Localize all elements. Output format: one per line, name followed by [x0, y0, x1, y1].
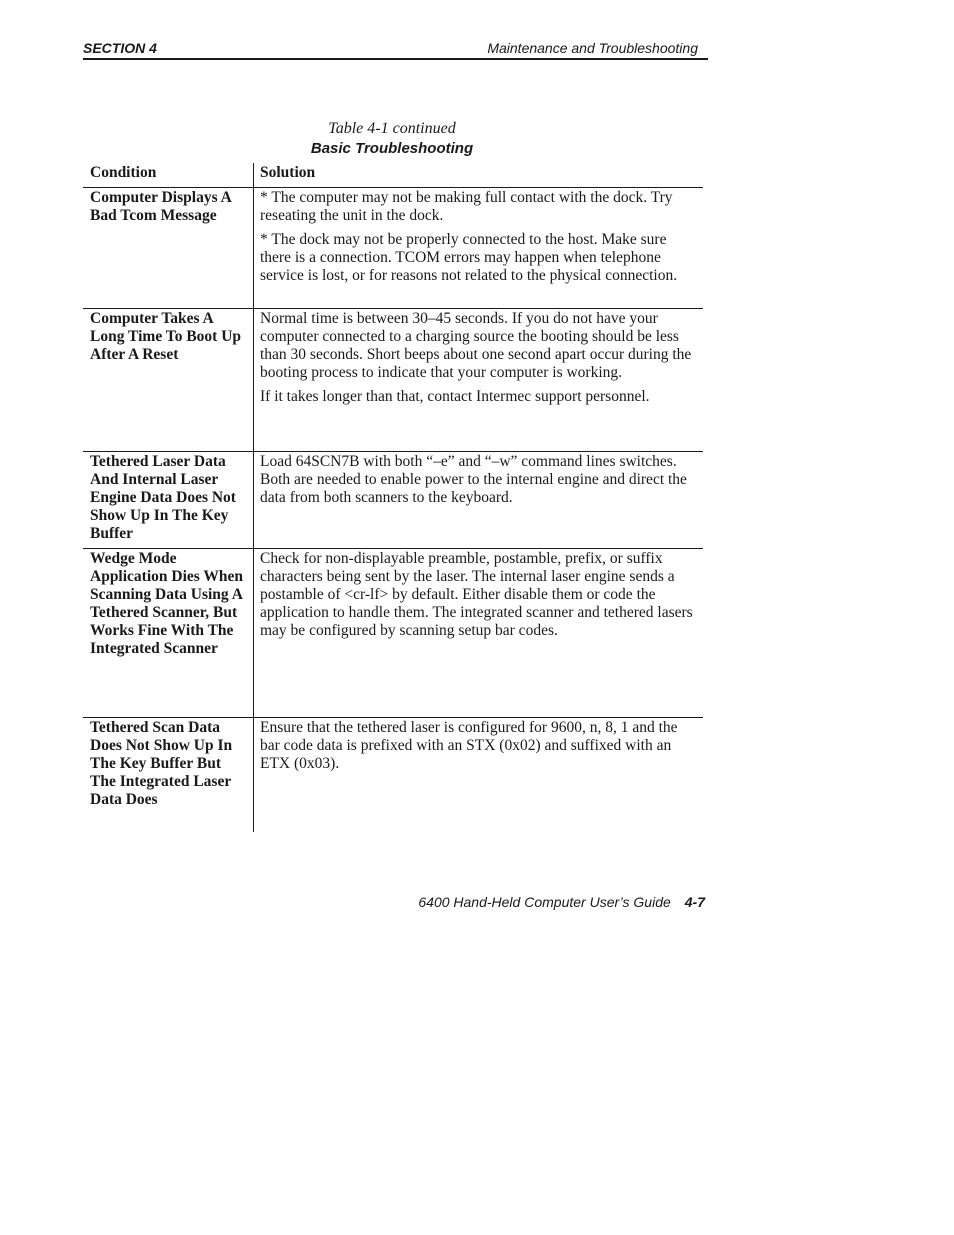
section-label: SECTION 4 [83, 40, 157, 56]
solution-cell [253, 452, 703, 548]
solution-paragraph: Load 64SCN7B with both “–e” and “–w” command lines switches. Both are needed to enable power to the internal engine and direct the data from both scanners to the keyboard. [260, 453, 687, 506]
table-caption-number: Table 4-1 continued [328, 120, 456, 137]
table-row [83, 452, 703, 549]
page-header [83, 38, 708, 60]
table-row [83, 309, 703, 452]
troubleshooting-table [83, 163, 703, 832]
condition-cell: Wedge Mode Application Dies When Scanning Data Using A Tethered Scanner, But Works Fine With The Integrated Scanner [90, 550, 244, 657]
solution-cell [253, 549, 703, 717]
condition-cell: Computer Takes A Long Time To Boot Up After A Reset [90, 310, 242, 363]
condition-cell: Tethered Laser Data And Internal Laser Engine Data Does Not Show Up In The Key Buffer [90, 453, 236, 542]
solution-cell [253, 718, 703, 832]
condition-cell: Tethered Scan Data Does Not Show Up In The Key Buffer But The Integrated Laser Data Does [90, 719, 233, 808]
solution-cell [253, 309, 703, 451]
solution-cell [253, 188, 703, 308]
condition-cell: Computer Displays A Bad Tcom Message [90, 189, 231, 224]
table-caption-title: Basic Troubleshooting [310, 140, 474, 157]
guide-title: 6400 Hand-Held Computer User’s Guide [418, 894, 671, 910]
table-row [83, 188, 703, 309]
solution-paragraph: If it takes longer than that, contact Intermec support personnel. [260, 388, 650, 405]
column-header-condition: Condition [90, 164, 157, 181]
chapter-title: Maintenance and Troubleshooting [487, 40, 698, 56]
column-header-solution: Solution [253, 163, 703, 187]
table-row [83, 549, 703, 718]
solution-paragraph: Ensure that the tethered laser is configured for 9600, n, 8, 1 and the bar code data is prefixed with an STX (0x02) and suffixed with an ETX (0x03). [260, 719, 678, 772]
table-row [83, 718, 703, 832]
solution-paragraph: Check for non-displayable preamble, postamble, prefix, or suffix characters being sent by the laser. The internal laser engine sends a postamble of <cr-lf> by default. Either disable them or code the application to handle them. The integrated scanner and tethered lasers may be configured by scanning setup bar codes. [260, 550, 693, 639]
page-footer [83, 894, 705, 910]
table-header-row [83, 163, 703, 188]
page-number: 4-7 [684, 894, 705, 910]
solution-paragraph: * The dock may not be properly connected to the host. Make sure there is a connection. TCOM errors may happen when telephone service is lost, or for reasons not related to the physical connection. [260, 231, 678, 284]
solution-paragraph: * The computer may not be making full contact with the dock. Try reseating the unit in the dock. [260, 189, 673, 224]
solution-paragraph: Normal time is between 30–45 seconds. If you do not have your computer connected to a charging source the booting should be less than 30 seconds. Short beeps about one second apart occur during the booting process to indicate that your computer is working. [260, 310, 692, 381]
